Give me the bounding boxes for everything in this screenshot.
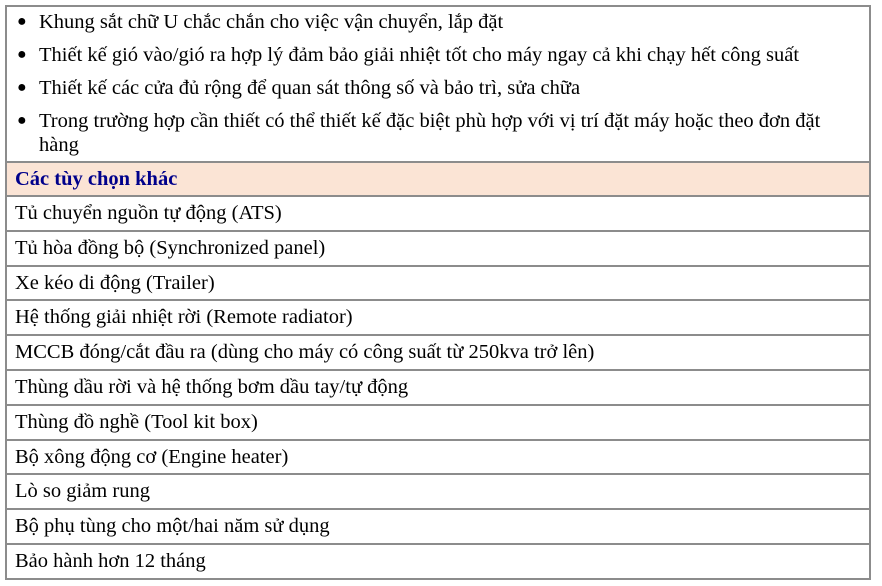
option-row: Thùng đồ nghề (Tool kit box) [7,406,869,441]
feature-item [17,109,861,157]
option-row: MCCB đóng/cắt đầu ra (dùng cho máy có công suất từ 250kva trở lên) [7,336,869,371]
option-row: Tủ hòa đồng bộ (Synchronized panel) [7,232,869,267]
feature-item [17,76,861,100]
bullet-icon: ● [17,13,27,30]
feature-text: Thiết kế gió vào/gió ra hợp lý đảm bảo giải nhiệt tốt cho máy ngay cả khi chạy hết công suất [39,44,800,66]
option-row: Bộ xông động cơ (Engine heater) [7,441,869,476]
option-row: Xe kéo di động (Trailer) [7,267,869,302]
bullet-icon: ● [17,79,27,96]
option-row: Bảo hành hơn 12 tháng [15,549,206,572]
options-header: Các tùy chọn khác [7,163,869,197]
feature-text: Trong trường hợp cần thiết có thể thiết kế đặc biệt phù hợp với vị trí đặt máy hoặc theo đơn đặt hàng [39,110,821,156]
feature-item [17,43,861,67]
option-row: Hệ thống giải nhiệt rời (Remote radiator) [7,301,869,336]
option-row: Thùng dầu rời và hệ thống bơm dầu tay/tự động [7,371,869,406]
feature-item [17,10,861,34]
option-row: Tủ chuyển nguồn tự động (ATS) [7,197,869,232]
bullet-icon: ● [17,112,27,129]
bullet-icon: ● [17,46,27,63]
document-table [5,5,871,580]
feature-text: Khung sắt chữ U chắc chắn cho việc vận chuyển, lắp đặt [39,11,504,33]
features-list [7,7,869,163]
feature-text: Thiết kế các cửa đủ rộng để quan sát thông số và bảo trì, sửa chữa [39,77,581,99]
option-row: Bộ phụ tùng cho một/hai năm sử dụng [7,510,869,545]
option-row: Lò so giảm rung [7,475,869,510]
